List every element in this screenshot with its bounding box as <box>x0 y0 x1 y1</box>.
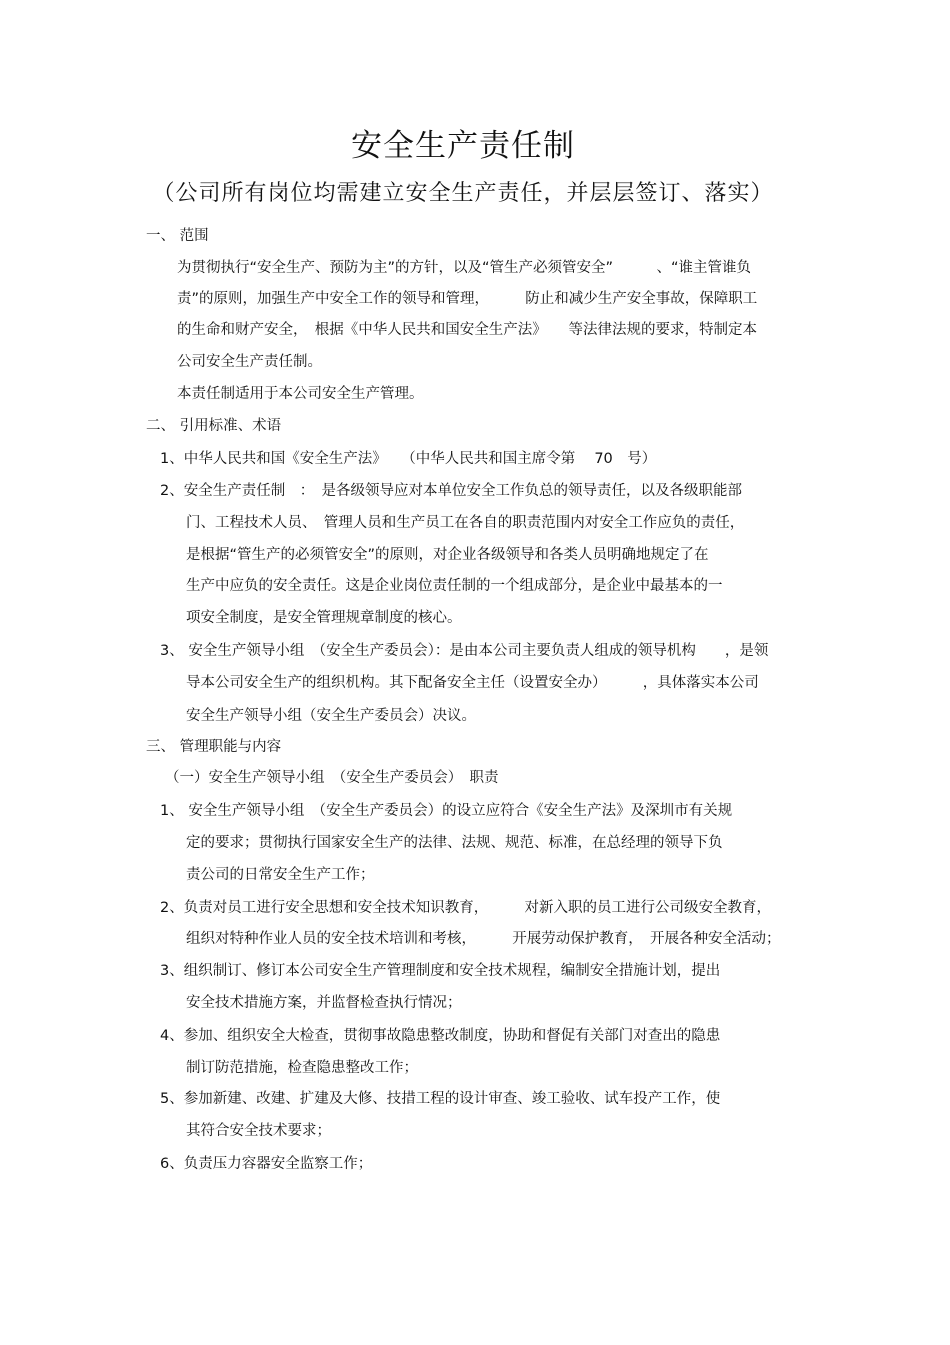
list-item: 3、组织制订、修订本公司安全生产管理制度和安全技术规程，编制安全措施计划，提出 <box>160 963 721 979</box>
list-item-continuation: 定的要求；贯彻执行国家安全生产的法律、法规、规范、标准，在总经理的领导下负 <box>186 835 723 851</box>
list-item: 1、中华人民共和国《安全生产法》 （中华人民共和国主席令第 70 号） <box>160 451 657 467</box>
list-item: 2、负责对员工进行安全思想和安全技术知识教育， 对新入职的员工进行公司级安全教育， <box>160 900 771 916</box>
list-item: 2、安全生产责任制 ： 是各级领导应对本单位安全工作负总的领导责任，以及各级职能部 <box>160 483 742 499</box>
list-item-continuation: 责公司的日常安全生产工作； <box>186 867 375 883</box>
section-heading-scope: 一、 范围 <box>146 228 209 244</box>
document-title: 安全生产责任制 <box>351 128 575 164</box>
list-item-continuation: 安全技术措施方案，并监督检查执行情况； <box>186 995 462 1011</box>
list-item-continuation: 生产中应负的安全责任。这是企业岗位责任制的一个组成部分，是企业中最基本的一 <box>186 578 723 594</box>
paragraph-line: 的生命和财产安全， 根据《中华人民共和国安全生产法》 等法律法规的要求，特制定本 <box>177 322 757 338</box>
list-item-continuation: 组织对特种作业人员的安全技术培训和考核， 开展劳动保护教育， 开展各种安全活动； <box>186 931 781 947</box>
list-item: 5、参加新建、改建、扩建及大修、技措工程的设计审查、竣工验收、试车投产工作，使 <box>160 1091 721 1107</box>
subsection-heading: （一）安全生产领导小组 （安全生产委员会） 职责 <box>165 770 499 786</box>
list-item-continuation: 导本公司安全生产的组织机构。其下配备安全主任（设置安全办） ，具体落实本公司 <box>186 675 759 691</box>
section-heading-standards: 二、 引用标准、术语 <box>146 418 282 434</box>
paragraph-line: 为贯彻执行“安全生产、预防为主”的方针，以及“管生产必须管安全” 、“谁主管谁负 <box>177 260 752 276</box>
list-item-continuation: 安全生产领导小组（安全生产委员会）决议。 <box>186 708 476 724</box>
list-item: 6、负责压力容器安全监察工作； <box>160 1156 373 1172</box>
list-item-continuation: 门、工程技术人员、 管理人员和生产员工在各自的职责范围内对安全工作应负的责任， <box>186 515 745 531</box>
list-item: 1、 安全生产领导小组 （安全生产委员会）的设立应符合《安全生产法》及深圳市有关规 <box>160 803 733 819</box>
list-item-continuation: 是根据“管生产的必须管安全”的原则，对企业各级领导和各类人员明确地规定了在 <box>186 547 709 563</box>
list-item: 4、参加、组织安全大检查，贯彻事故隐患整改制度，协助和督促有关部门对查出的隐患 <box>160 1028 721 1044</box>
paragraph-line: 公司安全生产责任制。 <box>177 354 322 370</box>
list-item-continuation: 制订防范措施，检查隐患整改工作； <box>186 1060 418 1076</box>
paragraph-line: 本责任制适用于本公司安全生产管理。 <box>177 386 424 402</box>
list-item-continuation: 项安全制度，是安全管理规章制度的核心。 <box>186 610 462 626</box>
document-subtitle: （公司所有岗位均需建立安全生产责任，并层层签订、落实） <box>152 181 774 206</box>
list-item-continuation: 其符合安全技术要求； <box>186 1123 331 1139</box>
paragraph-line: 责”的原则，加强生产中安全工作的领导和管理， 防止和减少生产安全事故，保障职工 <box>177 291 758 307</box>
list-item: 3、 安全生产领导小组 （安全生产委员会）：是由本公司主要负责人组成的领导机构 ，是领 <box>160 643 769 659</box>
section-heading-management: 三、 管理职能与内容 <box>146 739 282 755</box>
